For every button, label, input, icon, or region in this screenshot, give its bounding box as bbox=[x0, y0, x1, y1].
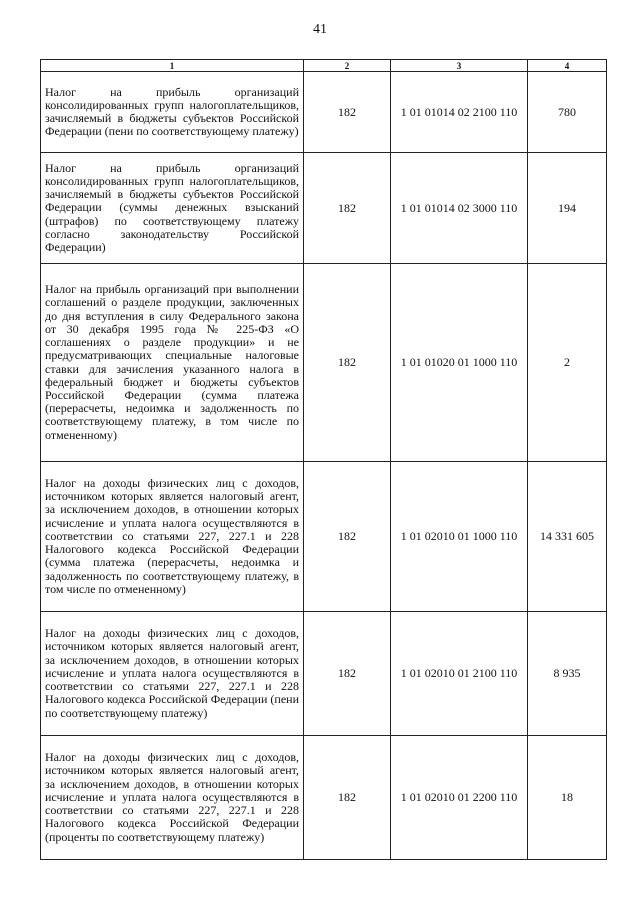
column-header-4: 4 bbox=[528, 60, 607, 72]
row-sum-cell: 18 bbox=[528, 736, 607, 860]
table-header-row bbox=[41, 60, 607, 72]
row-name-cell: Налог на прибыль организаций консолидированных групп налогоплательщиков, зачисляемый в бюджеты субъектов Российской Федерации (пени по соответствующему платежу) bbox=[41, 72, 304, 153]
row-name-cell: Налог на доходы физических лиц с доходов, источником которых является налоговый агент, за исключением доходов, в отношении которых исчисление и уплата налога осуществляются в соответствии со статьями 227, 227.1 и 228 Налогового кодекса Российской Федерации (проценты по соответствующему платежу) bbox=[41, 736, 304, 860]
table-row bbox=[41, 264, 607, 462]
row-budget-code-cell: 1 01 01020 01 1000 110 bbox=[391, 264, 528, 462]
column-header-3: 3 bbox=[391, 60, 528, 72]
row-budget-code-cell: 1 01 02010 01 1000 110 bbox=[391, 462, 528, 612]
row-name-cell: Налог на доходы физических лиц с доходов, источником которых является налоговый агент, за исключением доходов, в отношении которых исчисление и уплата налога осуществляются в соответствии со статьями 227, 227.1 и 228 Налогового кодекса Российской Федерации (сумма платежа (перерасчеты, недоимка и задолженность по соответствующему платежу, в том числе по отмененному) bbox=[41, 462, 304, 612]
row-sum-cell: 194 bbox=[528, 153, 607, 264]
revenue-table bbox=[40, 59, 607, 860]
row-admin-code-cell: 182 bbox=[304, 462, 391, 612]
column-header-1: 1 bbox=[41, 60, 304, 72]
table-row bbox=[41, 72, 607, 153]
table-row bbox=[41, 736, 607, 860]
row-budget-code-cell: 1 01 01014 02 2100 110 bbox=[391, 72, 528, 153]
column-header-2: 2 bbox=[304, 60, 391, 72]
table-row bbox=[41, 153, 607, 264]
table-row bbox=[41, 612, 607, 736]
row-sum-cell: 2 bbox=[528, 264, 607, 462]
row-admin-code-cell: 182 bbox=[304, 264, 391, 462]
page-number: 41 bbox=[313, 22, 327, 37]
row-name-cell: Налог на прибыль организаций при выполнении соглашений о разделе продукции, заключенных до дня вступления в силу Федерального закона от 30 декабря 1995 года № 225-ФЗ «О соглашениях о разделе продукции» и не предусматривающих специальные налоговые ставки для зачисления указанного налога в федеральный бюджет и бюджеты субъектов Российской Федерации (сумма платежа (перерасчеты, недоимка и задолженность по соответствующему платежу, в том числе по отмененному) bbox=[41, 264, 304, 462]
row-admin-code-cell: 182 bbox=[304, 736, 391, 860]
row-budget-code-cell: 1 01 01014 02 3000 110 bbox=[391, 153, 528, 264]
row-name-cell: Налог на доходы физических лиц с доходов, источником которых является налоговый агент, за исключением доходов, в отношении которых исчисление и уплата налога осуществляются в соответствии со статьями 227, 227.1 и 228 Налогового кодекса Российской Федерации (пени по соответствующему платежу) bbox=[41, 612, 304, 736]
row-admin-code-cell: 182 bbox=[304, 612, 391, 736]
row-sum-cell: 14 331 605 bbox=[528, 462, 607, 612]
row-name-cell: Налог на прибыль организаций консолидированных групп налогоплательщиков, зачисляемый в бюджеты субъектов Российской Федерации (суммы денежных взысканий (штрафов) по соответствующему платежу согласно законодательству Российской Федерации) bbox=[41, 153, 304, 264]
row-budget-code-cell: 1 01 02010 01 2100 110 bbox=[391, 612, 528, 736]
row-admin-code-cell: 182 bbox=[304, 153, 391, 264]
row-admin-code-cell: 182 bbox=[304, 72, 391, 153]
row-sum-cell: 8 935 bbox=[528, 612, 607, 736]
row-sum-cell: 780 bbox=[528, 72, 607, 153]
row-budget-code-cell: 1 01 02010 01 2200 110 bbox=[391, 736, 528, 860]
table-row bbox=[41, 462, 607, 612]
